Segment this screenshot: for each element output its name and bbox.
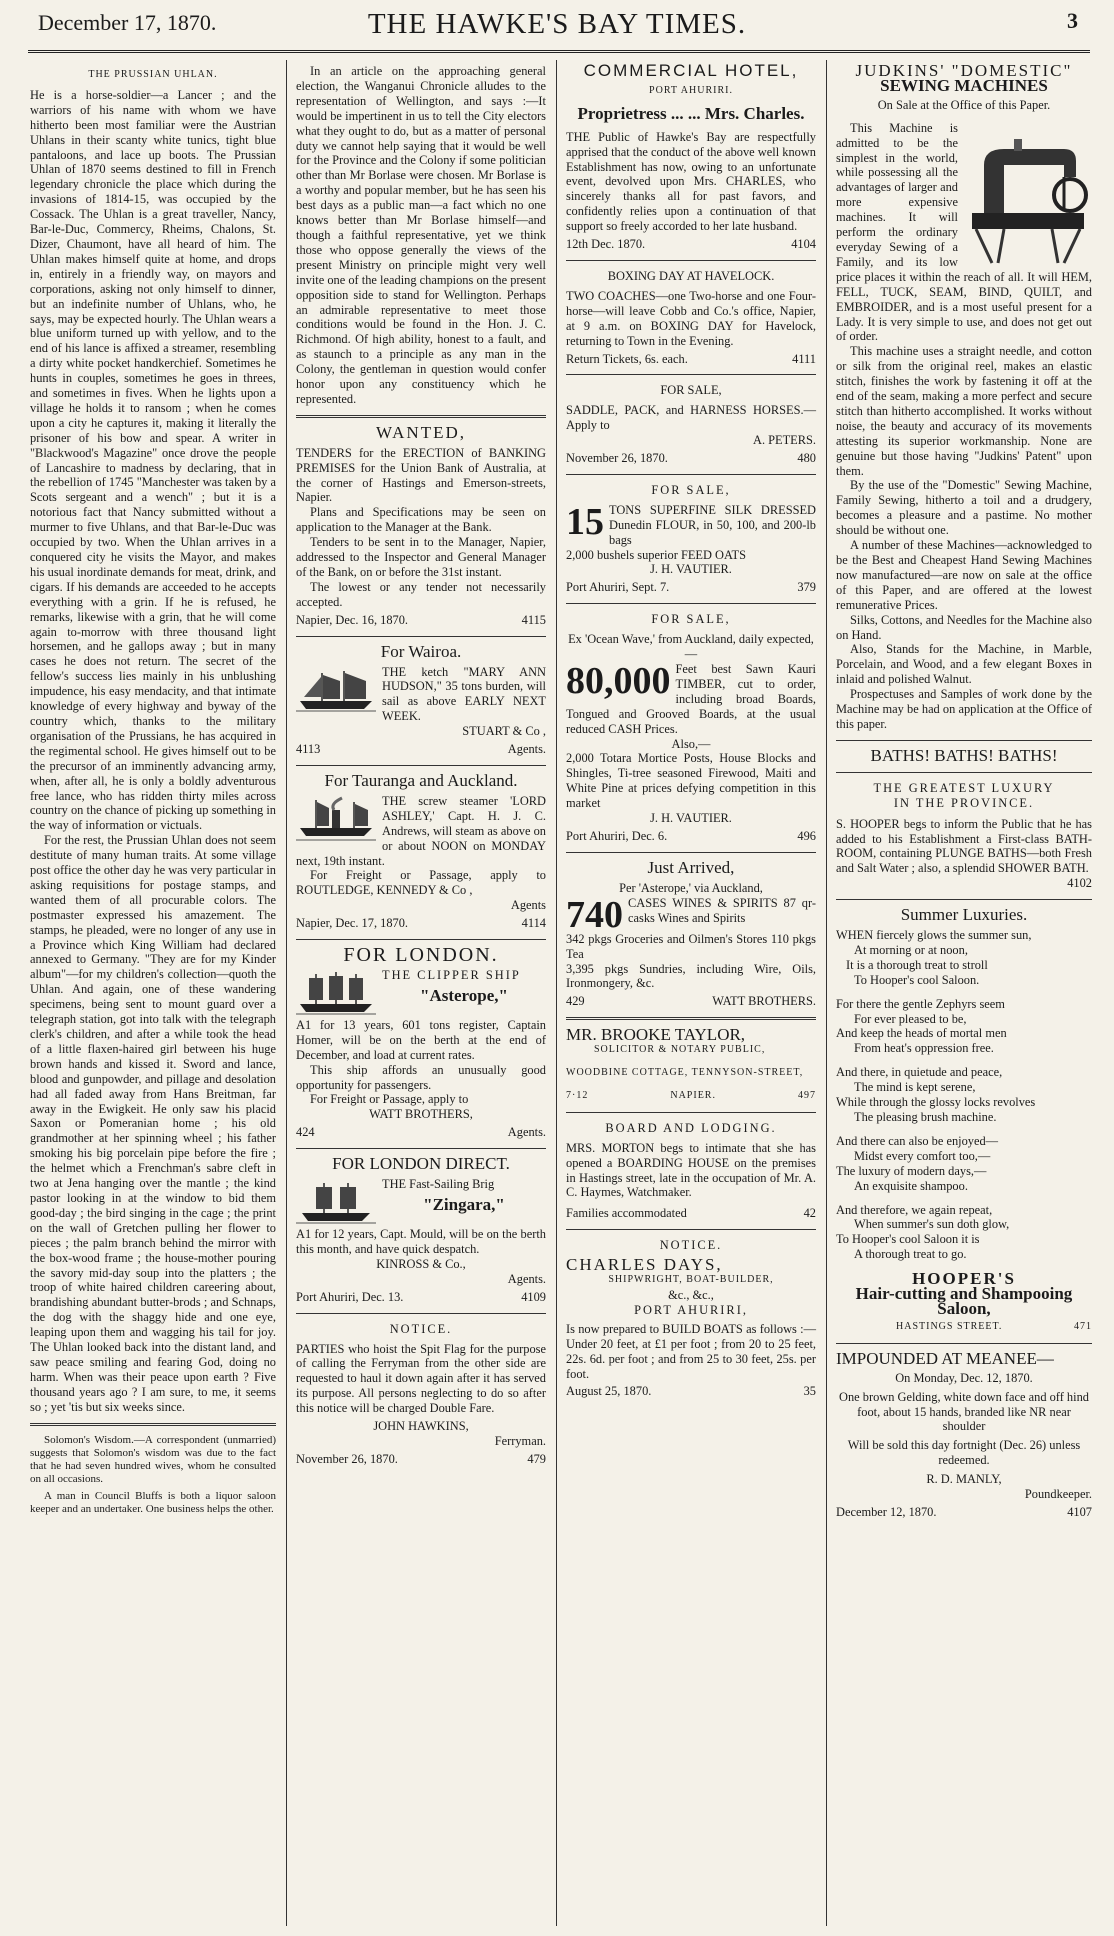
article-title-uhlan: THE PRUSSIAN UHLAN. [88, 69, 218, 80]
separator [836, 899, 1092, 900]
ad-date: Napier, Dec. 17, 1870. [296, 916, 409, 931]
ad-ref: 424 [296, 1125, 315, 1140]
ad-ref: 4104 [791, 237, 816, 252]
ad-sale: Will be sold this day fortnight (Dec. 26) unless redeemed. [847, 1438, 1081, 1468]
issue-date: December 17, 1870. [38, 10, 217, 35]
ad-ref: 479 [527, 1451, 546, 1466]
poem-line: And keep the heads of mortal men [836, 1026, 1007, 1041]
ad-place: PORT AHURIRI. [649, 84, 733, 96]
ad-body: THE screw steamer 'LORD ASHLEY,' Capt. H. J. C. Andrews, will steam as above on or about NOON on MONDAY next, 19th instant. [296, 793, 546, 868]
poem-line: Midst every comfort too,— [854, 1148, 991, 1163]
ad-name: A. PETERS. [753, 433, 816, 448]
ad-heading: COMMERCIAL HOTEL, [583, 64, 799, 80]
ad-board-lodging [566, 1121, 816, 1221]
ad-heading: NOTICE. [659, 1238, 723, 1253]
column-divider [556, 60, 557, 1926]
ad-text: By the use of the "Domestic" Sewing Machine, Family Sewing, hitherto a toil and a drudgery, becomes a pleasure and a pastime. No mother should be without one. [836, 478, 1092, 538]
poem-line: The luxury of modern days,— [836, 1163, 987, 1178]
ad-date: Port Ahuriri, Sept. 7. [566, 580, 670, 595]
ad-number: 740 [566, 893, 623, 936]
column-3 [560, 64, 822, 1924]
column-1 [30, 64, 282, 1924]
ad-ref: 4115 [521, 612, 546, 627]
ad-heading: BATHS! BATHS! BATHS! [870, 745, 1058, 765]
ad-sub: On Sale at the Office of this Paper. [877, 97, 1051, 112]
ad-title-line: THE Fast-Sailing Brig [382, 1177, 495, 1192]
separator [566, 1112, 816, 1113]
ad-ref: 379 [797, 580, 816, 595]
poem-gap [836, 988, 1092, 997]
ad-text: Plans and Specifications may be seen on application to the Manager at the Bank. [296, 505, 546, 535]
ad-ref: 471 [1074, 1320, 1092, 1332]
separator [30, 1423, 276, 1426]
ad-body: TENDERS for the ERECTION of BANKING PREMISES for the Union Bank of Australia, at the corner of Hastings and Emerson-streets, Napier. [296, 445, 546, 505]
brig-icon [296, 1179, 376, 1225]
ad-body: PARTIES who hoist the Spit Flag for the purpose of calling the Ferryman from the other side are requested to haul it down again after it has served its purpose. All persons neglecting to do so after this notice will be charged Double Fare. [296, 1341, 546, 1416]
column-4 [830, 64, 1092, 1924]
ship-name: "Zingara," [423, 1195, 505, 1214]
ad-name: JOHN HAWKINS, [373, 1419, 469, 1434]
poem-line: To Hooper's cool Saloon it is [836, 1232, 980, 1247]
ad-date: December 12, 1870. [836, 1504, 937, 1519]
separator [566, 374, 816, 375]
ad-place: PORT AHURIRI, [634, 1302, 748, 1317]
summer-poem [836, 928, 1092, 1262]
ad-ref: 480 [797, 451, 816, 466]
poem-line: And there, in quietude and peace, [836, 1065, 1003, 1080]
ad-hoopers: HOOPER'S [912, 1269, 1016, 1289]
ad-agents-label: Agents. [507, 742, 546, 757]
ad-sewing-machines [836, 64, 1092, 732]
ad-name: J. H. VAUTIER. [650, 562, 732, 577]
poem-gap [836, 1194, 1092, 1203]
poem-line: At morning or at noon, [854, 942, 968, 957]
ad-sundries: 3,395 pkgs Sundries, including Wire, Oils, Ironmongery, &c. [566, 961, 816, 991]
ad-summer-luxuries [836, 905, 1092, 1335]
ad-heading: Summer Luxuries. [900, 905, 1028, 925]
poem-gap [836, 1056, 1092, 1065]
ad-date: 12th Dec. 1870. [566, 237, 646, 252]
masthead [0, 0, 1114, 52]
ad-title: Ferryman. [494, 1433, 546, 1448]
poem-line: A thorough treat to go. [854, 1247, 967, 1262]
separator [296, 415, 546, 418]
ad-sub: THE GREATEST LUXURY [873, 780, 1055, 795]
ad-text: Prospectuses and Samples of work done by the Machine may be had on application at the Office of this paper. [836, 687, 1092, 731]
separator [566, 1229, 816, 1230]
ad-heading-2: SEWING MACHINES [880, 75, 1048, 95]
ad-date: Port Ahuriri, Dec. 13. [296, 1289, 404, 1304]
separator [836, 1343, 1092, 1344]
ad-heading: IMPOUNDED AT MEANEE— [836, 1348, 1054, 1368]
ship-name: "Asterope," [420, 985, 508, 1005]
ad-agents-label: Agents. [507, 1271, 546, 1286]
ad-body: THE Public of Hawke's Bay are respectfully apprised that the conduct of the above well known Establishment has now, owing to an unfortunate event, devolved upon Mrs. CHARLES, who sincerely thanks all for past favors, and confidently relies upon a continuation of that support so freely accorded to her late husband. [566, 129, 816, 234]
ad-heading: FOR SALE, [660, 383, 722, 398]
ad-title: SOLICITOR & NOTARY PUBLIC, [594, 1044, 766, 1056]
ad-heading: FOR SALE, [651, 482, 731, 497]
ad-body: This Machine is admitted to be the simplest in the world, while possessing all the advantages of larger and more expensive machines. It will perform the ordinary everyday Sewing of a Family, and its low price places it within the reach of all. It will HEM, FELL, TUCK, SEAM, BIND, QUILT, and EMBROIDER, and is a most useful present for a Lady. It is very simple to use, and does not get out of order. [836, 120, 1092, 344]
ad-heading: For Tauranga and Auckland. [324, 770, 518, 790]
ad-charles-days [566, 1238, 816, 1399]
ad-wanted [296, 422, 546, 628]
ad-tickets: Return Tickets, 6s. each. [566, 351, 688, 366]
poem-line: When summer's sun doth glow, [854, 1217, 1010, 1232]
ad-body: TONS SUPERFINE SILK DRESSED Dunedin FLOUR, in 50, 100, and 200-lb bags [609, 502, 816, 547]
separator [566, 852, 816, 853]
ad-ref: 497 [798, 1089, 816, 1101]
poem-gap [836, 1125, 1092, 1134]
ad-heading: NOTICE. [389, 1321, 453, 1336]
ad-name: MR. BROOKE TAYLOR, [566, 1025, 746, 1045]
masthead-rule [28, 50, 1090, 53]
ad-name: R. D. MANLY, [926, 1472, 1002, 1487]
separator [296, 1148, 546, 1149]
separator [566, 474, 816, 475]
ad-text: The lowest or any tender not necessarily accepted. [296, 579, 546, 609]
ad-baths [836, 745, 1092, 891]
poem-line: The mind is kept serene, [854, 1080, 976, 1095]
ad-date: November 26, 1870. [296, 1451, 398, 1466]
ad-sub: Per 'Asterope,' via Auckland, [619, 880, 763, 895]
ad-heading: JUDKINS' "DOMESTIC" [855, 64, 1073, 80]
newspaper-title: THE HAWKE'S BAY TIMES. [367, 8, 747, 40]
ad-agent: KINROSS & Co., [376, 1256, 466, 1271]
column-divider [826, 60, 827, 1926]
ad-heading: BOARD AND LODGING. [605, 1120, 777, 1135]
ad-commercial-hotel [566, 64, 816, 252]
ad-title: Poundkeeper. [1024, 1487, 1092, 1502]
ad-freight: For Freight or Passage, apply to [310, 1092, 469, 1107]
ad-body: A1 for 13 years, 601 tons register, Captain Homer, will be on the berth at the end of December, and load at current rates. [296, 1017, 546, 1062]
ad-proprietress: Proprietress ... ... Mrs. Charles. [577, 103, 805, 123]
ad-number: 15 [566, 500, 604, 543]
poem-line: To Hooper's cool Saloon. [854, 972, 980, 987]
poem-line: And therefore, we again repeat, [836, 1202, 993, 1217]
ad-sub: Ex 'Ocean Wave,' from Auckland, daily expected,— [568, 632, 814, 662]
council-bluffs-item: A man in Council Bluffs is both a liquor saloon keeper and an undertaker. One business helps the other. [30, 1489, 276, 1515]
ad-heading: Just Arrived, [647, 857, 735, 877]
ad-agents-label: Agents. [507, 1125, 546, 1140]
ad-boxing-day [566, 269, 816, 366]
ad-text: Silks, Cottons, and Needles for the Machine also on Hand. [836, 612, 1092, 642]
ad-heading: FOR LONDON. [343, 944, 499, 967]
poem-line: The pleasing brush machine. [854, 1110, 997, 1124]
ad-body: THE ketch "MARY ANN HUDSON," 35 tons burden, will sail as above EARLY NEXT WEEK. [382, 664, 546, 724]
separator [566, 603, 816, 604]
ad-agents-label: Agents [510, 898, 546, 913]
ad-ref: 42 [803, 1206, 816, 1221]
ad-body: Is now prepared to BUILD BOATS as follows :—Under 20 feet, at £1 per foot ; from 20 to 25 feet, 22s. 6d. per foot ; and from 25 to 30 feet, 25s. per foot. [566, 1321, 816, 1381]
ad-etc: &c., &c., [668, 1288, 714, 1302]
ad-notice-flag [296, 1322, 546, 1467]
ad-london [296, 944, 546, 1140]
ad-ref: 496 [797, 828, 816, 843]
ad-trade: SHIPWRIGHT, BOAT-BUILDER, [608, 1274, 774, 1286]
column-divider [286, 60, 287, 1926]
ad-name: J. H. VAUTIER. [650, 811, 732, 826]
ad-ref: 429 [566, 994, 585, 1009]
ad-families: Families accommodated [566, 1206, 687, 1221]
clipper-ship-icon [296, 970, 376, 1016]
ad-saddle [566, 383, 816, 466]
ad-title-line: THE CLIPPER SHIP [382, 967, 521, 982]
ad-street: HASTINGS STREET. [896, 1320, 1003, 1332]
ad-groceries: 342 pkgs Groceries and Oilmen's Stores 110 pkgs Tea [566, 931, 816, 961]
ad-ref: 4109 [521, 1289, 546, 1304]
ad-shop: Hair-cutting and Shampooing Saloon, [855, 1284, 1073, 1318]
column-2 [290, 64, 552, 1924]
ad-text: This machine uses a straight needle, and cotton or silk from the original reel, makes an elastic stitch, finishes the work by fastening it off at the end of the seam, making a more perfect and secure stitch than hitherto accomplished. It works without noise, the beauty and accuracy of its movements attesting its superior workmanship. None are genuine but those having "Judkins' Patent" upon them. [836, 344, 1092, 478]
ad-also: Also,— [671, 736, 711, 751]
ad-heading: FOR SALE, [651, 612, 731, 627]
ad-code: 7·12 [566, 1089, 589, 1101]
ad-heading: WANTED, [375, 422, 466, 442]
ad-body: TWO COACHES—one Two-horse and one Four-horse—will leave Cobb and Co.'s office, Napier, at 9 a.m. on BOXING DAY for Havelock, returning to Town in the Evening. [566, 288, 816, 348]
ad-ref: 4107 [1067, 1504, 1092, 1519]
poem-line: For ever pleased to be, [854, 1011, 967, 1026]
election-article: In an article on the approaching general election, the Wanganui Chronicle alludes to the representation of Wellington, and says :—It would be impertinent in us to tell the City electors what they ought to do, but as a matter of personal duty we cannot help saying that it would be well for the Province and the Colony if some politician other than Mr Borlase were chosen. Mr Borlase is a worthy and popular member, but he has seen his best days as a public man—a fact which no one knows better than Mr Borlase himself—and though a faithful representative, yet we think those who oppose generally the views of the present Ministry on principle might very well invite one of the leading champions on the present opposition side to stand for Wellington. Perhaps an admirable representative to meet those conditions would be found in the Hon. J. C. Richmond. Of high ability, honest to a fault, and as staunch to a principle as any man in the Colony, the gentleman in question would confer honor upon any constituency which he represented. [296, 64, 546, 406]
ad-body: Feet best Sawn Kauri TIMBER, cut to order, including broad Boards, Tongued and Grooved Boards, at the usual reduced CASH Prices. [566, 662, 816, 736]
ship-icon [296, 667, 376, 713]
separator [836, 772, 1092, 773]
ad-date: Port Ahuriri, Dec. 6. [566, 828, 668, 843]
separator [296, 765, 546, 766]
uhlan-paragraph-2: For the rest, the Prussian Uhlan does not seem destitute of many human traits. At some village post office the other day he was very particular in asking requisitions for postage stamps, and wanted them of all procurable colors. The postmaster expressed his amazement. The stamps, he pleaded, were no longer of any use in a Province which King William had declared annexed to Germany. "They are for my Kinder album"—for my children's collection—quoth the Uhlan. And again, one of these wandering specimens, being sent to mount guard over a telegraph station, got into talk with the telegraph clerk's children, and after a while took the head of a little flaxen-haired girl between his huge brown hands and kissed it. Sword and lance, blood and gunpowder, and pillage and desolation had all faded away from Hans Breitman, far away in the Ewigkeit. He only saw his placid Saxon or Pomeranian home ; his old grandmother at her spinning wheel ; his father smoking his big porcelain pipe before the fire ; the helmet which a Frenchman's sabre cleft in two at Jena hanging over the mantle ; the kind pastor looking in at the window to bid them good-day ; the bird singing in the cage ; the print on the wall of Gretchen pulling her flower to pieces ; the palm branch behind the mirror with the box-wood frame ; the house-mother pouring the savory mid-day soup into the platters ; the troop of white haired children careering about, brandishing abundant butter-brods ; and Schnaps, the dog with the shaggy hide and one eye, leaping upon them and wagging his tail for joy. The Uhlan looked back into the distant land, and saw peace smiling and fearing God, doing no harm. When was their peace upon earth ? Five thousand years ago ? I am sure, to me, it seems so ; yet 'tis but six weeks since. [30, 833, 276, 1414]
ad-wairoa [296, 641, 546, 757]
ad-brooke-taylor [566, 1025, 816, 1104]
ad-tauranga [296, 770, 546, 931]
ad-text: A number of these Machines—acknowledged to be the Best and Cheapest Hand Sewing Machines now manufactured—are now on sale at the office of this Paper, and are offered at the lowest remunerative Prices. [836, 538, 1092, 612]
solomon-item: Solomon's Wisdom.—A correspondent (unmarried) suggests that Solomon's wisdom was due to the fact that he had seven hundred wives, whom he consulted on all occasions. [30, 1433, 276, 1485]
poem-line: WHEN fiercely glows the summer sun, [836, 928, 1032, 943]
ad-timber [566, 612, 816, 844]
poem-line: From heat's oppression free. [854, 1041, 994, 1056]
ad-agent: WATT BROTHERS, [369, 1107, 473, 1122]
ad-flour [566, 483, 816, 595]
ad-body: CASES WINES & SPIRITS 87 qr-casks Wines and Spirits [628, 895, 816, 925]
ad-text: Also, Stands for the Machine, in Marble, Porcelain, and Wood, and a few elegant Boxes in inlaid and polished Walnut. [836, 642, 1092, 687]
ad-heading: BOXING DAY AT HAVELOCK. [607, 268, 775, 283]
poem-line: It is a thorough treat to stroll [846, 957, 988, 972]
ad-date-line: On Monday, Dec. 12, 1870. [895, 1370, 1033, 1385]
ad-date: Napier, Dec. 16, 1870. [296, 612, 409, 627]
ad-impounded [836, 1348, 1092, 1520]
ad-body: A1 for 12 years, Capt. Mould, will be on the berth this month, and have quick despatch. [296, 1227, 546, 1256]
ad-ref: 4102 [1067, 876, 1092, 891]
ad-number: 80,000 [566, 660, 671, 702]
ad-just-arrived [566, 857, 816, 1009]
ad-ref: 4114 [521, 916, 546, 931]
ad-address: WOODBINE COTTAGE, TENNYSON-STREET, [566, 1067, 804, 1079]
uhlan-paragraph-1: He is a horse-soldier—a Lancer ; and the warriors of his name with whom we have hitherto been most familiar were the Austrian Uhlans in their scanty white tunics, tight blue pantaloons, and lace up boots. The Prussian Uhlan of 1870 seems destined to fill in French legendary chronicle the place which during the invasions of 1814-15, was occupied by the Cossack. The Uhlan is a great traveller, Nancy, Bar-le-Duc, Commercy, Rheims, Chalons, St. Dizer, Chaumont, have all heard of him. The Uhlan makes himself quite at home, and drops in, entirely in a friendly way, on mayors and corporations, asking not only himself to dinner, but an indefinite number of Uhlans, who, he says, may be expected hourly. The Uhlan wears a blue uniform turned up with yellow, and to the end of his lance is affixed a streamer, resembling a dirty white pocket handkerchief. Sometimes he hunts in couples, sometimes he goes in threes, and sometimes in fives. When he lights upon a village he holds it to ransom ; when he comes upon a city he captures it, making it literally the prisoner of his bow and spear. A writer in "Blackwood's Magazine" once drove the people of Lancashire to madness by declaring, that in the rebellion of 1745 "Manchester was taken by a Scots sergeant and a wench" ; but it is a notorious fact that Nancy submitted without a murmer to five Uhlans, and that Bar-le-Duc was occupied by two. When the Uhlan arrives in a conquered city he visits the Mayor, and makes his usual inordinate demands for meat, drink, and cigars. If his demands are acceeded to he accepts everything with a grin. If he is refused, he remarks, likewise with a grin, that he will come again to-morrow with three thousand light horsemen, and he gallops away ; but in many cases he does not return. The secret of the fellow's success lies mainly in his unblushing impudence, his easy mendacity, and that intimate knowledge of every highway and byway of the country which, thanks to the military organisation of the Prussians, he has acquired in the regimental school. He gives himself out to be the precursor of an imminently advancing army, when, after all, he is only a boldly adventurous free lance, who has ridden thirty miles across country on the chance of picking up something in the way of information or victuals. [30, 87, 276, 833]
sewing-machine-icon [964, 125, 1092, 265]
ad-london-direct [296, 1154, 546, 1304]
ad-name: WATT BROTHERS. [712, 994, 816, 1009]
ad-agent: STUART & Co , [462, 724, 546, 739]
separator [296, 939, 546, 940]
ad-body: One brown Gelding, white down face and off hind foot, about 15 hands, branded like NR near shoulder [839, 1389, 1089, 1434]
ad-totara: 2,000 Totara Mortice Posts, House Blocks and Shingles, Ti-tree seasoned Firewood, Maiti and White Pine at prices defying competition in this market [566, 751, 816, 811]
ad-body: SADDLE, PACK, and HARNESS HORSES.—Apply to [566, 403, 816, 433]
ad-sub-2: IN THE PROVINCE. [893, 795, 1035, 810]
separator [296, 636, 546, 637]
ad-date: August 25, 1870. [566, 1384, 652, 1399]
steamer-icon [296, 796, 376, 842]
poem-line: For there the gentle Zephyrs seem [836, 996, 1005, 1011]
ad-text: This ship affords an unusually good opportunity for passengers. [296, 1062, 546, 1092]
separator [566, 1017, 816, 1020]
poem-line: And there can also be enjoyed— [836, 1133, 999, 1148]
ad-ref: 4111 [792, 351, 816, 366]
separator [566, 260, 816, 261]
ad-freight: For Freight or Passage, apply to ROUTLEDGE, KENNEDY & Co , [296, 868, 546, 898]
ad-text: Tenders to be sent in to the Manager, Napier, addressed to the Inspector and General Manager of the Bank, on or before the 31st instant. [296, 535, 546, 579]
separator [836, 740, 1092, 741]
ad-oats: 2,000 bushels superior FEED OATS [566, 547, 747, 562]
page-number: 3 [1067, 8, 1078, 33]
ad-date: November 26, 1870. [566, 451, 668, 466]
poem-line: While through the glossy locks revolves [836, 1095, 1036, 1110]
ad-name: CHARLES DAYS, [566, 1255, 723, 1275]
ad-heading: FOR LONDON DIRECT. [332, 1154, 510, 1174]
ad-body: MRS. MORTON begs to intimate that she has opened a BOARDING HOUSE on the premises in Hastings street, late in the occupation of Mr. A. C. Haymes, Watchmaker. [566, 1140, 816, 1200]
poem-line: An exquisite shampoo. [854, 1178, 968, 1193]
ad-body: S. HOOPER begs to inform the Public that he has added to his Establishment a First-class BATH-ROOM, containing PLUNGE BATHS—both Fresh and Salt Water ; also, a splendid SHOWER BATH. [836, 816, 1092, 876]
ad-ref: 4113 [296, 742, 321, 757]
ad-ref: 35 [803, 1384, 816, 1399]
ad-heading: For Wairoa. [380, 641, 462, 661]
separator [296, 1313, 546, 1314]
ad-town: NAPIER. [670, 1089, 716, 1101]
